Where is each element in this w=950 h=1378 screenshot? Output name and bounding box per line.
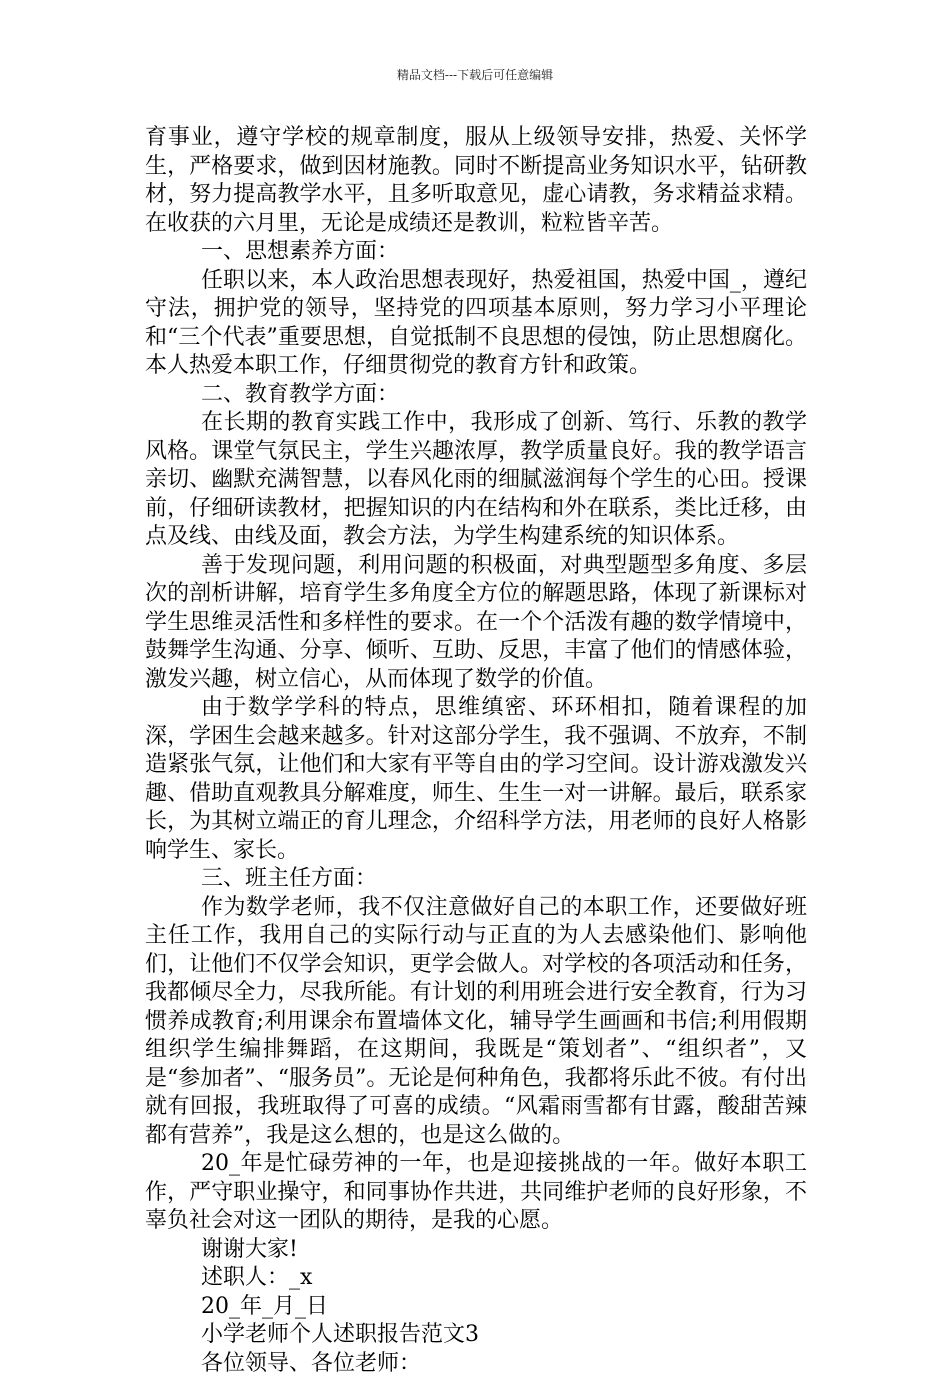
paragraph-continuation: 育事业，遵守学校的规章制度，服从上级领导安排，热爱、关怀学生，严格要求，做到因材施教。同时不断提高业务知识水平，钻研教材，努力提高教学水平，且多听取意见，虚心请教，务求精益求精。在收获的六月里，无论是成绩还是教训，粒粒皆辛苦。: [145, 124, 807, 238]
paragraph-teaching-style: 在长期的教育实践工作中，我形成了创新、笃行、乐教的教学风格。课堂气氛民主，学生兴趣浓厚，教学质量良好。我的教学语言亲切、幽默充满智慧，以春风化雨的细腻滋润每个学生的心田。授课前，仔细研读教材，把握知识的内在结构和外在联系，类比迁移，由点及线、由线及面，教会方法，为学生构建系统的知识体系。: [145, 409, 807, 552]
signature-date: 20_年_月_日: [145, 1293, 807, 1322]
next-article-title: 小学老师个人述职报告范文3: [145, 1321, 807, 1350]
paragraph-year-summary: 20_年是忙碌劳神的一年，也是迎接挑战的一年。做好本职工作，严守职业操守，和同事协作共进，共同维护老师的良好形象，不辜负社会对这一团队的期待，是我的心愿。: [145, 1150, 807, 1236]
section-heading-head-teacher: 三、班主任方面：: [145, 865, 807, 894]
paragraph-problem-solving: 善于发现问题，利用问题的积极面，对典型题型多角度、多层次的剖析讲解，培育学生多角度全方位的解题思路，体现了新课标对学生思维灵活性和多样性的要求。在一个个活泼有趣的数学情境中，鼓舞学生沟通、分享、倾听、互助、反思，丰富了他们的情感体验，激发兴趣，树立信心，从而体现了数学的价值。: [145, 552, 807, 695]
section-heading-teaching: 二、教育教学方面：: [145, 381, 807, 410]
page-header: 精品文档---下载后可任意编辑: [0, 66, 950, 83]
closing-thanks: 谢谢大家!: [145, 1236, 807, 1265]
document-body: [145, 124, 807, 1378]
paragraph-struggling-students: 由于数学学科的特点，思维缜密、环环相扣，随着课程的加深，学困生会越来越多。针对这部分学生，我不强调、不放弃，不制造紧张气氛，让他们和大家有平等自由的学习空间。设计游戏激发兴趣、借助直观教具分解难度，师生、生生一对一讲解。最后，联系家长，为其树立端正的育儿理念，介绍科学方法，用老师的良好人格影响学生、家长。: [145, 694, 807, 865]
section-heading-ideology: 一、思想素养方面：: [145, 238, 807, 267]
paragraph-head-teacher: 作为数学老师，我不仅注意做好自己的本职工作，还要做好班主任工作，我用自己的实际行动与正直的为人去感染他们、影响他们，让他们不仅学会知识，更学会做人。对学校的各项活动和任务，我都倾尽全力，尽我所能。有计划的利用班会进行安全教育，行为习惯养成教育;利用课余布置墙体文化，辅导学生画画和书信;利用假期组织学生编排舞蹈，在这期间，我既是“策划者”、“组织者”，又是“参加者”、“服务员”。无论是何种角色，我都将乐此不彼。有付出就有回报，我班取得了可喜的成绩。“风霜雨雪都有甘露，酸甜苦辣都有营养”，我是这么想的，也是这么做的。: [145, 894, 807, 1151]
paragraph-ideology: 任职以来，本人政治思想表现好，热爱祖国，热爱中国_，遵纪守法，拥护党的领导，坚持党的四项基本原则，努力学习小平理论和“三个代表”重要思想，自觉抵制不良思想的侵蚀，防止思想腐化。本人热爱本职工作，仔细贯彻党的教育方针和政策。: [145, 267, 807, 381]
signature-reporter: 述职人：_x: [145, 1264, 807, 1293]
salutation: 各位领导、各位老师：: [145, 1350, 807, 1378]
